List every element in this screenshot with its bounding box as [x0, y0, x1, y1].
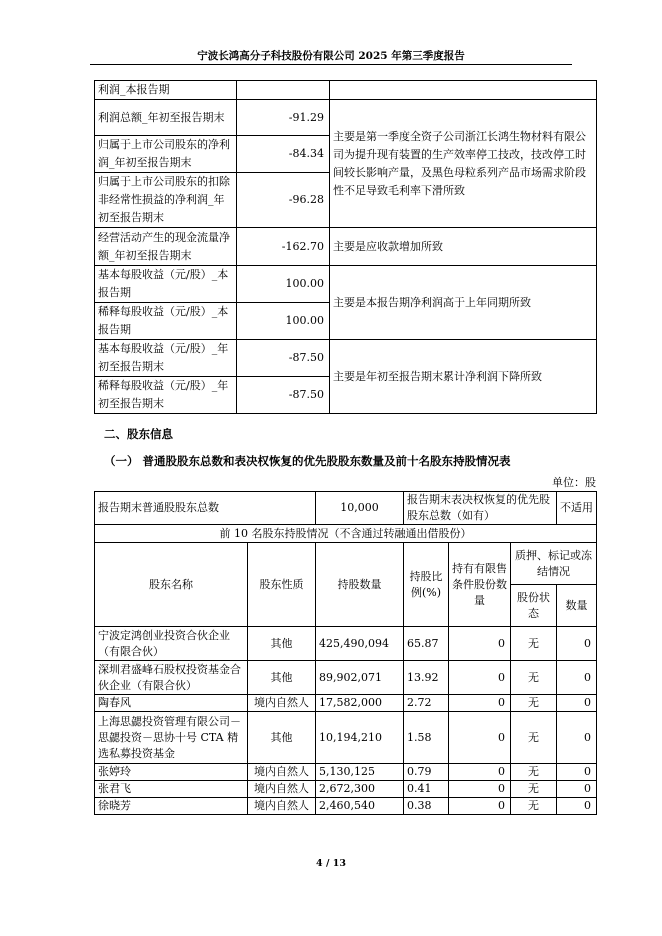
holder-name: 深圳君盛峰石股权投资基金合伙企业（有限合伙）: [95, 661, 248, 695]
table-row: [95, 764, 597, 781]
holder-count: 0: [557, 627, 597, 661]
holder-shares: 10,194,210: [316, 712, 404, 764]
holder-restricted: 0: [449, 798, 511, 815]
holder-status: 无: [511, 661, 557, 695]
holder-count: 0: [557, 695, 597, 712]
holder-count: 0: [557, 712, 597, 764]
item-label: 稀释每股收益（元/股）_本报告期: [95, 303, 237, 340]
col-header-name: 股东名称: [95, 543, 248, 627]
top10-title: 前 10 名股东持股情况（不含通过转融通出借股份）: [95, 525, 597, 543]
holder-ratio: 13.92: [404, 661, 449, 695]
col-header-nature: 股东性质: [248, 543, 316, 627]
col-header-shares: 持股数量: [316, 543, 404, 627]
holder-ratio: 65.87: [404, 627, 449, 661]
holder-nature: 其他: [248, 712, 316, 764]
table-row: [95, 781, 597, 798]
table-row: [95, 228, 597, 266]
item-value: -87.50: [237, 340, 330, 377]
table-row: [95, 81, 597, 100]
preferred-holders-label: 报告期末表决权恢复的优先股股东总数（如有）: [404, 492, 557, 525]
reason-cell: 主要是第一季度全资子公司浙江长鸿生物材料有限公司为提升现有装置的生产效率停工技改，技改停工时间较长影响产量，及黑色母粒系列产品市场需求阶段性不足导致毛利率下滑所致: [330, 100, 597, 228]
table-row: [95, 100, 597, 136]
holder-shares: 425,490,094: [316, 627, 404, 661]
holder-restricted: 0: [449, 781, 511, 798]
reason-cell: 主要是本报告期净利润高于上年同期所致: [330, 266, 597, 340]
col-header-ratio: 持股比例(%): [404, 543, 449, 627]
holder-nature: 其他: [248, 627, 316, 661]
holder-status: 无: [511, 764, 557, 781]
reason-cell: [330, 81, 597, 100]
item-label: 归属于上市公司股东的净利润_年初至报告期末: [95, 136, 237, 173]
holder-restricted: 0: [449, 661, 511, 695]
item-value: 100.00: [237, 266, 330, 303]
item-label: 利润_本报告期: [95, 81, 237, 100]
item-label: 稀释每股收益（元/股）_年初至报告期末: [95, 377, 237, 414]
holder-ratio: 2.72: [404, 695, 449, 712]
holder-name: 陶春风: [95, 695, 248, 712]
holder-status: 无: [511, 798, 557, 815]
holder-ratio: 0.41: [404, 781, 449, 798]
unit-label: 单位：股: [552, 476, 596, 489]
total-holders-label: 报告期末普通股股东总数: [95, 492, 316, 525]
col-header-status: 股份状态: [511, 585, 557, 627]
table-row: [95, 627, 597, 661]
item-label: 基本每股收益（元/股）_年初至报告期末: [95, 340, 237, 377]
item-value: -84.34: [237, 136, 330, 173]
table-row: [95, 525, 597, 543]
holder-restricted: 0: [449, 627, 511, 661]
holder-shares: 5,130,125: [316, 764, 404, 781]
holder-shares: 2,672,300: [316, 781, 404, 798]
table-row: [95, 661, 597, 695]
holder-shares: 17,582,000: [316, 695, 404, 712]
item-value: -87.50: [237, 377, 330, 414]
col-header-count: 数量: [557, 585, 597, 627]
holder-status: 无: [511, 781, 557, 798]
holder-nature: 境内自然人: [248, 798, 316, 815]
holder-status: 无: [511, 712, 557, 764]
holder-count: 0: [557, 781, 597, 798]
item-label: 经营活动产生的现金流量净额_年初至报告期末: [95, 228, 237, 266]
table-row: [95, 266, 597, 303]
table-row: [95, 340, 597, 377]
ratio-change-table: [94, 80, 597, 414]
item-value: [237, 81, 330, 100]
holder-ratio: 0.38: [404, 798, 449, 815]
table-header-row: [95, 543, 597, 585]
table-row: [95, 798, 597, 815]
holder-shares: 89,902,071: [316, 661, 404, 695]
holder-nature: 境内自然人: [248, 781, 316, 798]
preferred-holders-value: 不适用: [557, 492, 597, 525]
item-label: 归属于上市公司股东的扣除非经常性损益的净利润_年初至报告期末: [95, 173, 237, 228]
holder-count: 0: [557, 798, 597, 815]
holder-count: 0: [557, 661, 597, 695]
item-value: -96.28: [237, 173, 330, 228]
total-holders-value: 10,000: [316, 492, 404, 525]
table-row: [95, 492, 597, 525]
page-number: 4 / 13: [316, 858, 346, 869]
reason-cell: 主要是应收款增加所致: [330, 228, 597, 266]
header-divider: [90, 64, 572, 65]
holder-status: 无: [511, 695, 557, 712]
holder-nature: 其他: [248, 661, 316, 695]
reason-cell: 主要是年初至报告期末累计净利润下降所致: [330, 340, 597, 414]
holder-name: 上海思勰投资管理有限公司－思勰投资－思协十号 CTA 精选私募投资基金: [95, 712, 248, 764]
holder-nature: 境内自然人: [248, 695, 316, 712]
item-value: -91.29: [237, 100, 330, 136]
holder-name: 徐晓芳: [95, 798, 248, 815]
shareholder-table: [94, 491, 597, 815]
holder-ratio: 0.79: [404, 764, 449, 781]
col-header-restricted: 持有有限售条件股份数量: [449, 543, 511, 627]
holder-name: 张婷玲: [95, 764, 248, 781]
table-row: [95, 712, 597, 764]
holder-restricted: 0: [449, 695, 511, 712]
holder-restricted: 0: [449, 764, 511, 781]
holder-name: 宁波定鸿创业投资合伙企业（有限合伙）: [95, 627, 248, 661]
item-value: -162.70: [237, 228, 330, 266]
holder-name: 张君飞: [95, 781, 248, 798]
table-row: [95, 695, 597, 712]
col-header-pledge: 质押、标记或冻结情况: [511, 543, 597, 585]
holder-shares: 2,460,540: [316, 798, 404, 815]
section-subtitle: （一） 普通股股东总数和表决权恢复的优先股股东数量及前十名股东持股情况表: [104, 454, 511, 468]
item-value: 100.00: [237, 303, 330, 340]
holder-status: 无: [511, 627, 557, 661]
holder-nature: 境内自然人: [248, 764, 316, 781]
page-header: 宁波长鸿高分子科技股份有限公司 2025 年第三季度报告: [197, 50, 465, 62]
item-label: 利润总额_年初至报告期末: [95, 100, 237, 136]
holder-ratio: 1.58: [404, 712, 449, 764]
item-label: 基本每股收益（元/股）_本报告期: [95, 266, 237, 303]
holder-count: 0: [557, 764, 597, 781]
section-title: 二、股东信息: [104, 427, 173, 441]
holder-restricted: 0: [449, 712, 511, 764]
